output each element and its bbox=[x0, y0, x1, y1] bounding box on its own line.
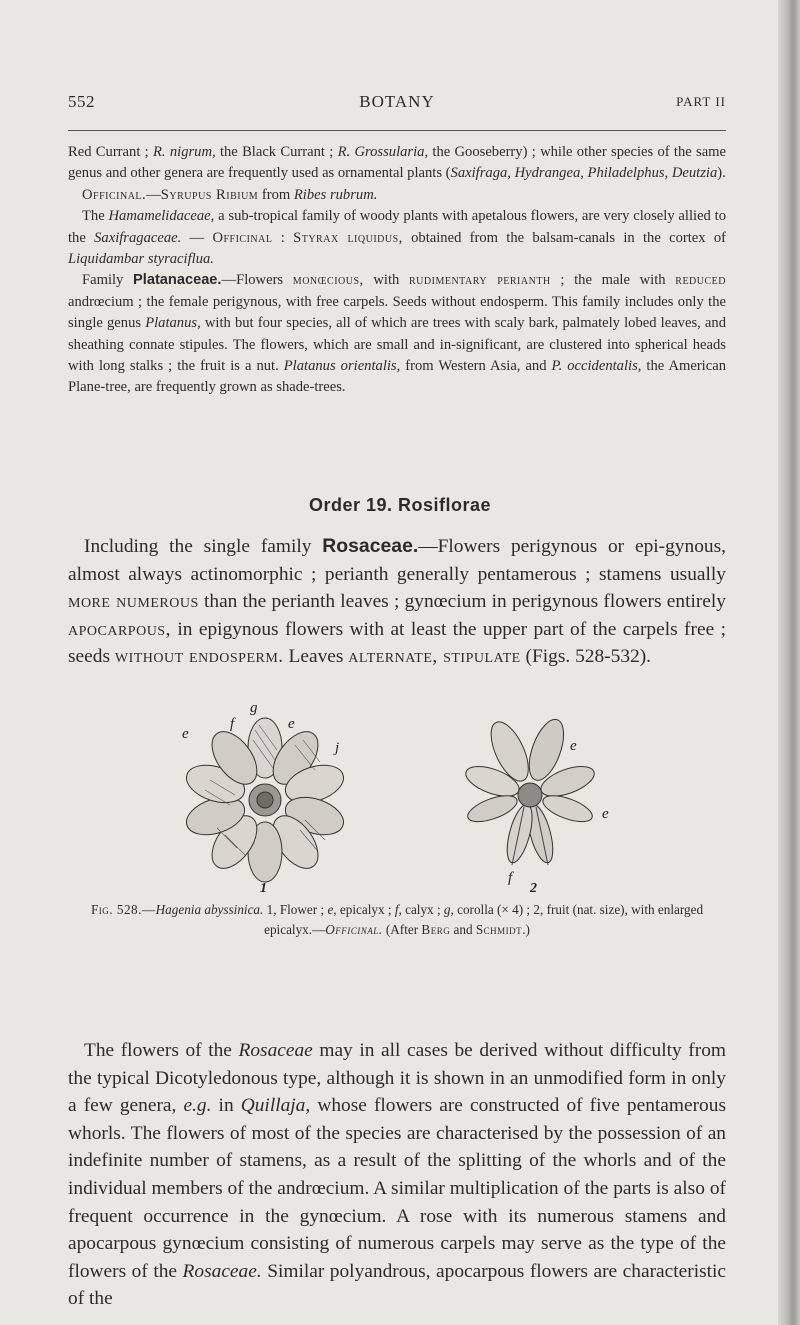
page-number: 552 bbox=[68, 92, 95, 111]
flower-drawing bbox=[182, 715, 598, 882]
paragraph-currants: Red Currant ; R. nigrum, the Black Currant ; R. Grossularia, the Gooseberry) ; while other species of the same genus and other genera are frequently used as ornamental plants (Saxifraga, Hydrangea, Philadelphus, Deutzia). bbox=[68, 144, 727, 182]
page-header bbox=[68, 92, 726, 122]
paragraph-officinal-ribes: Officinal.—Syrupus Ribium from Ribes rubrum. bbox=[82, 186, 378, 203]
order-heading: Order 19. Rosiflorae bbox=[308, 495, 492, 515]
figure-number-1: 1 bbox=[260, 881, 267, 895]
header-rule bbox=[68, 130, 726, 131]
page-edge-shadow bbox=[778, 0, 800, 1325]
paragraph-platanaceae: Family Platanaceae.—Flowers monœcious, with rudimentary perianth ; the male with reduced andrœcium ; the female perigynous, with free carpels. Seeds without endosperm. This family includes only the single genus Platanus, with but four species, all of which are trees with scaly bark, palmately lobed leaves, and sheathing connate stipules. The flowers, which are small and in-significant, are clustered into spherical heads with long stalks ; the fruit is a nut. Platanus orientalis, from Western Asia, and P. occidentalis, the American Plane-tree, are frequently grown as shade-trees. bbox=[68, 272, 727, 396]
hagenia-illustration bbox=[170, 700, 630, 895]
label-g: g bbox=[250, 700, 258, 716]
running-title: BOTANY bbox=[359, 92, 435, 111]
figure-528 bbox=[170, 700, 630, 895]
label-e: e bbox=[602, 806, 609, 822]
label-f: f bbox=[508, 870, 513, 886]
order-description: Including the single family Rosaceae.—Flowers perigynous or epi-gynous, almost always actinomorphic ; perianth generally pentamerous ; stamens usually more numerous than the perianth leaves ; gynœcium in perigynous flowers entirely apocarpous, in epigynous flowers with at least the upper part of the carpels free ; seeds without endosperm. Leaves alternate, stipulate (Figs. 528-532). bbox=[68, 535, 726, 668]
part-label: PART II bbox=[676, 94, 726, 109]
paragraph-hamamelidaceae: The Hamamelidaceae, a sub-tropical family of woody plants with apetalous flowers, are very closely allied to the Saxifragaceae. — Officinal : Styrax liquidus, obtained from the balsam-canals in the cortex of Liquidambar styraciflua. bbox=[68, 208, 727, 268]
label-j: j bbox=[335, 740, 340, 756]
label-e: e bbox=[182, 726, 189, 742]
figure-caption: Fig. 528.—Hagenia abyssinica. 1, Flower ; e, epicalyx ; f, calyx ; g, corolla (× 4) ; 2, fruit (nat. size), with enlarged epicalyx.—Officinal. (After Berg and Schmidt.) bbox=[90, 902, 704, 937]
label-e: e bbox=[570, 738, 577, 754]
label-e: e bbox=[288, 716, 295, 732]
fruit-drawing bbox=[462, 715, 598, 865]
figure-number-2: 2 bbox=[530, 881, 537, 895]
top-section bbox=[68, 142, 726, 399]
rosaceae-paragraph: The flowers of the Rosaceae may in all cases be derived without difficulty from the typical Dicotyledonous type, although it is shown in an unmodified form in only a few genera, e.g. in Quillaja, whose flowers are constructed of five pentamerous whorls. The flowers of most of the species are characterised by the possession of an indefinite number of stamens, as a result of the splitting of the whorls and of the individual members of the andrœcium. A similar multiplication of the parts is also of frequent occurrence in the gynœcium. A rose with its numerous stamens and apocarpous gynœcium consisting of numerous carpels may serve as the type of the flowers of the Rosaceae. Similar polyandrous, apocarpous flowers are characteristic of the bbox=[68, 1040, 727, 1310]
label-f: f bbox=[230, 716, 235, 732]
